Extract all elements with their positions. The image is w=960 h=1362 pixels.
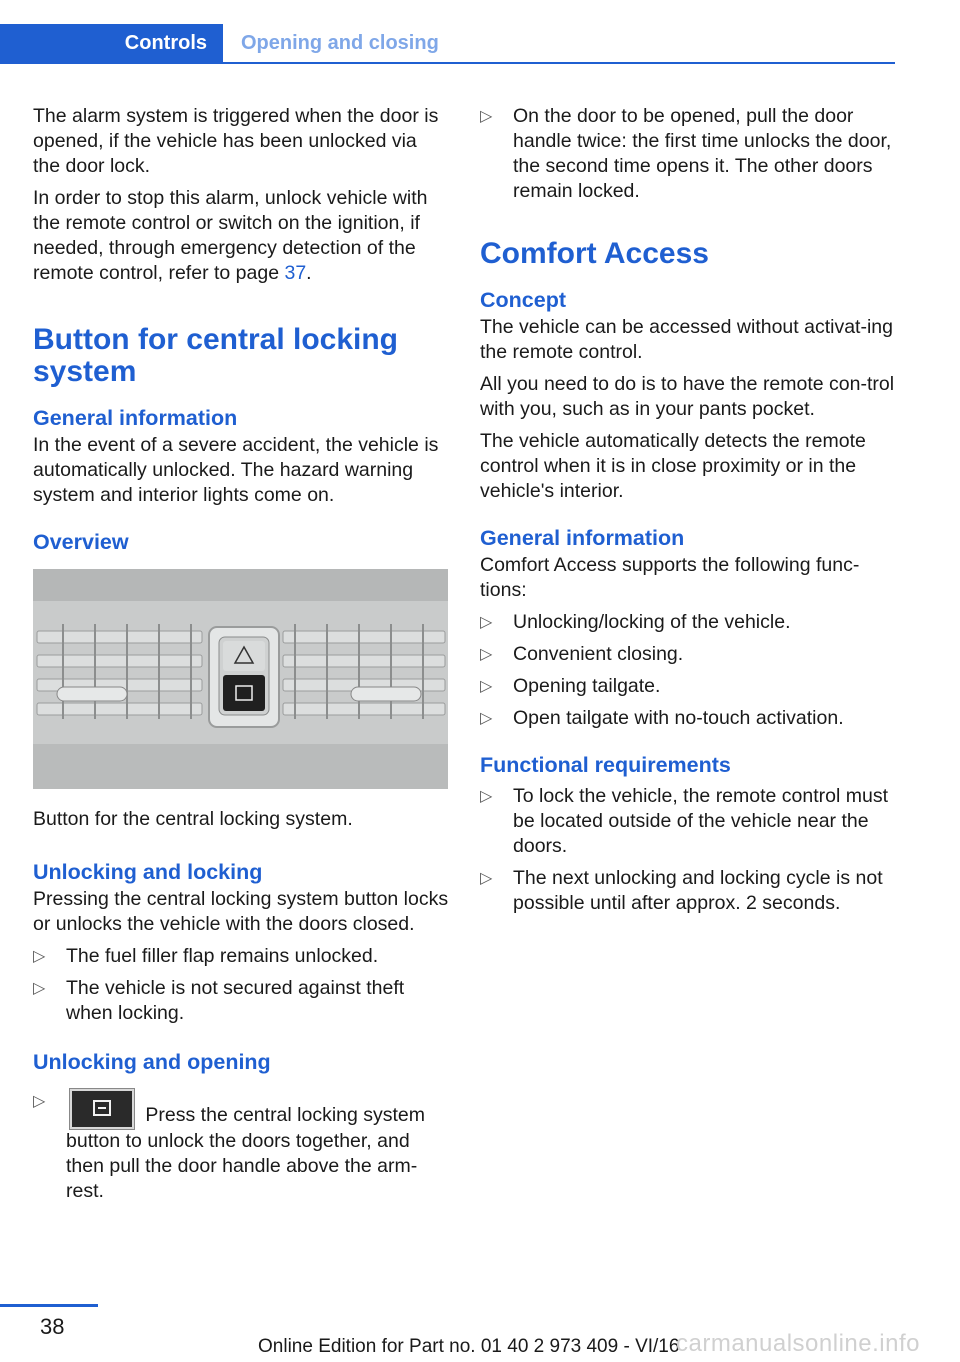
list-unlocking-opening [33,1089,449,1204]
list-item: ▷ Open tailgate with no-touch activation. [480,707,844,729]
bullet-triangle-icon: ▷ [480,646,493,663]
subheading-overview: Overview [33,530,129,554]
subheading-unlocking-and-locking: Unlocking and locking [33,860,263,884]
bullet-triangle-icon: ▷ [480,710,493,727]
list-item: ▷ The next unlocking and locking cycle is not possible until after approx. 2 seconds. [480,867,883,914]
subheading-functional-requirements: Functional requirements [480,753,731,777]
paragraph-alarm: The alarm system is triggered when the door is opened, if the vehicle has been unlocked via the door lock. [33,105,439,177]
bullet-triangle-icon: ▷ [33,948,46,965]
paragraph-unlocking-locking: Pressing the central locking system button locks or unlocks the vehicle with the doors closed. [33,888,449,935]
watermark: carmanualsonline.info [676,1330,920,1357]
header-bar [0,24,895,64]
section-title-comfort-access: Comfort Access [480,237,709,270]
photo-caption: Button for the central locking system. [33,808,353,830]
paragraph-general: In the event of a severe accident, the vehicle is automatically unlocked. The hazard warning system and interior lights come on. [33,434,439,506]
left-column [33,104,449,1216]
bullet-triangle-icon: ▷ [480,108,493,125]
paragraph-concept-3: The vehicle automatically detects the remote control when it is in close proximity or in the vehicle's interior. [480,430,866,502]
bullet-triangle-icon: ▷ [33,980,46,997]
central-locking-button-photo [33,569,448,789]
page-link[interactable]: 37 [284,262,307,284]
bullet-triangle-icon: ▷ [480,870,493,887]
list-item: ▷ Convenient closing. [480,643,684,665]
right-column [480,104,896,928]
tab-opening-and-closing[interactable]: Opening and closing [241,31,439,54]
list-item: ▷ Opening tailgate. [480,675,661,697]
list-item: ▷ Unlocking/locking of the vehicle. [480,611,791,633]
bullet-triangle-icon: ▷ [480,614,493,631]
paragraph-comfort-functions: Comfort Access supports the following func-tions: [480,554,860,601]
tab-controls[interactable]: Controls [0,24,223,62]
footer-rule [0,1304,98,1307]
list-comfort-functions [480,610,896,731]
door-unlock-button-icon [70,1089,134,1129]
paragraph-concept-2: All you need to do is to have the remote con-trol with you, such as in your pants pocket. [480,373,895,420]
list-item: ▷ On the door to be opened, pull the door handle twice: the first time unlocks the door, the second time opens it. The other doors remain locked. [480,105,892,202]
bullet-triangle-icon: ▷ [480,788,493,805]
section-title-central-locking: Button for central locking system [33,323,399,388]
bullet-triangle-icon: ▷ [33,1093,46,1110]
subheading-concept: Concept [480,288,566,312]
edition-note: Online Edition for Part no. 01 40 2 973 409 - VI/16 [258,1336,680,1357]
list-item: ▷ Press the central locking system button to unlock the doors together, and then pull the door handle above the arm-rest. [33,1089,449,1204]
list-item: ▷ The vehicle is not secured against theft when locking. [33,977,405,1024]
list-functional-requirements [480,784,896,916]
subheading-general-information: General information [480,526,685,550]
list-item: ▷ The fuel filler flap remains unlocked. [33,945,379,967]
list-item: ▷ To lock the vehicle, the remote control must be located outside of the vehicle near the doors. [480,785,889,857]
list-door-open [480,104,896,204]
subheading-unlocking-and-opening: Unlocking and opening [33,1050,271,1074]
subheading-general-information: General information [33,406,238,430]
paragraph-concept-1: The vehicle can be accessed without activat-ing the remote control. [480,316,893,363]
paragraph-stop-alarm: In order to stop this alarm, unlock vehicle with the remote control or switch on the ignition, if needed, through emergency detection of the remote control, refer to page 37. [33,187,428,284]
list-unlocking-locking [33,944,449,1026]
bullet-triangle-icon: ▷ [480,678,493,695]
page-number: 38 [40,1314,65,1339]
